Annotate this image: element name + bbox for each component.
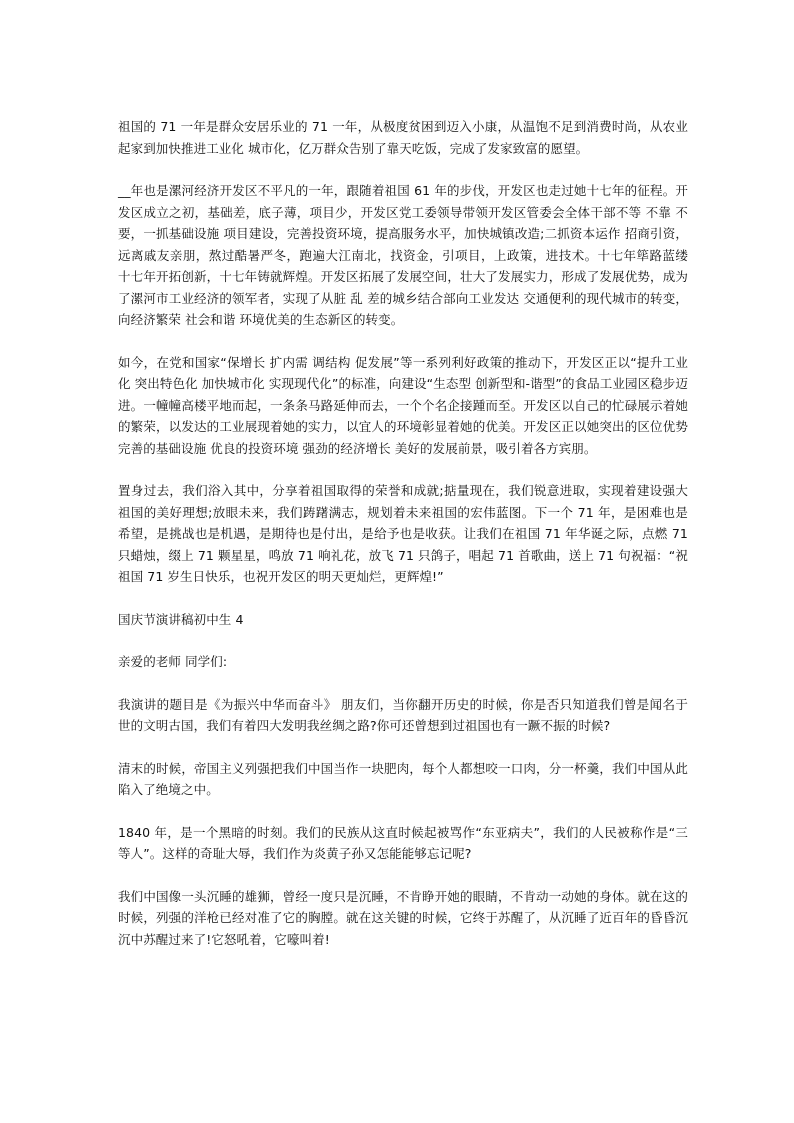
document-page: [118, 116, 688, 971]
paragraph-6: 清末的时候，帝国主义列强把我们中国当作一块肥肉，每个人都想咬一口肉，分一杯羹，我们中国从此陷入了绝境之中。: [118, 760, 688, 797]
paragraph-7: 1840 年，是一个黑暗的时刻。我们的民族从这直时候起被骂作“东亚病夫”，我们的人民被称作是“三等人”。这样的奇耻大辱，我们作为炎黄子孙又怎能能够忘记呢?: [118, 824, 688, 861]
paragraph-5: 我演讲的题目是《为振兴中华而奋斗》 朋友们，当你翻开历史的时候，你是否只知道我们曾是闻名于世的文明古国，我们有着四大发明我丝绸之路?你可还曾想到过祖国也有一蹶不振的时候?: [118, 696, 688, 733]
paragraph-1: 祖国的 71 一年是群众安居乐业的 71 一年，从极度贫困到迈入小康，从温饱不足到消费时尚，从农业起家到加快推进工业化 城市化，亿万群众告别了靠天吃饭，完成了发家致富的愿望。: [118, 119, 688, 156]
paragraph-8: 我们中国像一头沉睡的雄狮，曾经一度只是沉睡，不肯睁开她的眼睛，不肯动一动她的身体。就在这的时候，列强的洋枪已经对准了它的胸膛。就在这关键的时候，它终于苏醒了，从沉睡了近百年的昏昏沉沉中苏醒过来了!它怒吼着，它嚎叫着!: [118, 888, 688, 947]
paragraph-2: __年也是漯河经济开发区不平凡的一年，跟随着祖国 61 年的步伐，开发区也走过她十七年的征程。开发区成立之初，基础差，底子薄，项目少，开发区党工委领导带领开发区管委会全体干部不等 不靠 不要，一抓基础设施 项目建设，完善投资环境，提高服务水平，加快城镇改造;二抓资本运作 招商引资，远离戚友亲朋，熬过酷暑严冬，跑遍大江南北，找资金，引项目，上政策，进技术。十七年筚路蓝缕 十七年开拓创新，十七年铸就辉煌。开发区拓展了发展空间，壮大了发展实力，形成了发展优势，成为了漯河市工业经济的领军者，实现了从脏 乱 差的城乡结合部向工业发达 交通便利的现代城市的转变，向经济繁荣 社会和谐 环境优美的生态新区的转变。: [118, 183, 688, 327]
salutation: 亲爱的老师 同学们:: [118, 654, 228, 669]
paragraph-4: 置身过去，我们浴入其中，分享着祖国取得的荣誉和成就;掂量现在，我们锐意进取，实现着建设强大祖国的美好理想;放眼未来，我们踌躇满志，规划着未来祖国的宏伟蓝图。下一个 71 年，是困难也是希望，是挑战也是机遇，是期待也是付出，是给予也是收获。让我们在祖国 71 年华诞之际，点燃 71 只蜡烛，缀上 71 颗星星，鸣放 71 响礼花，放飞 71 只鸽子，唱起 71 首歌曲，送上 71 句祝福：“祝祖国 71 岁生日快乐，也祝开发区的明天更灿烂，更辉煌!”: [118, 483, 688, 584]
section-heading: 国庆节演讲稿初中生 4: [118, 611, 244, 627]
paragraph-3: 如今，在党和国家“保增长 扩内需 调结构 促发展”等一系列利好政策的推动下，开发区正以“提升工业化 突出特色化 加快城市化 实现现代化”的标准，向建设“生态型 创新型和-谐型”的食品工业园区稳步迈进。一幢幢高楼平地而起，一条条马路延伸而去，一个个名企接踵而至。开发区以自己的忙碌展示着她的繁荣，以发达的工业展现着她的实力，以宜人的环境彰显着她的优美。开发区正以她突出的区位优势 完善的基础设施 优良的投资环境 强劲的经济增长 美好的发展前景，吸引着各方宾朋。: [118, 354, 688, 456]
